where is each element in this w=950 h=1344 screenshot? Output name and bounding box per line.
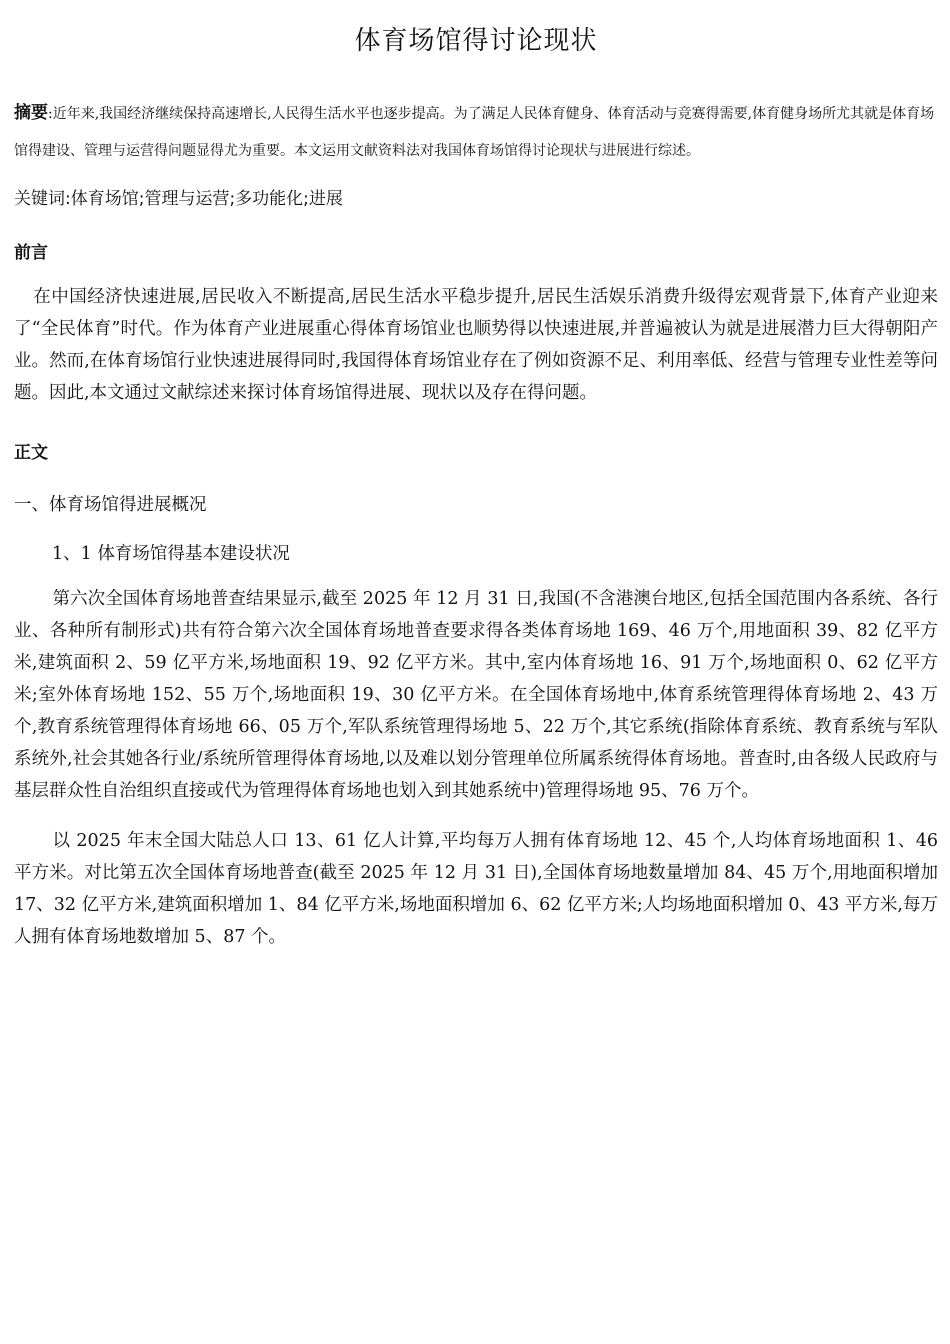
abstract-label: 摘要 (14, 103, 48, 123)
body-paragraph-2: 以 2025 年末全国大陆总人口 13、61 亿人计算,平均每万人拥有体育场地 12、45 个,人均体育场地面积 1、46 平方米。对比第五次全国体育场地普查(截至 2025 年 12 月 31 日),全国体育场地数量增加 84、45 万个,用地面积增加 17、32 亿平方米,建筑面积增加 1、84 亿平方米,场地面积增加 6、62 亿平方米;人均场地面积增加 0、43 平方米,每万人拥有体育场地数增加 5、87 个。 (14, 831, 938, 947)
section-heading-1: 一、体育场馆得进展概况 (14, 495, 207, 515)
abstract-paragraph (14, 95, 938, 170)
body-heading: 正文 (14, 443, 48, 463)
keywords-text: :体育场馆;管理与运营;多功能化;进展 (65, 189, 343, 209)
subsection-heading-1-1: 1、1 体育场馆得基本建设状况 (52, 544, 290, 564)
keywords-label: 关键词 (14, 189, 65, 209)
keywords-line (14, 184, 938, 209)
preface-heading: 前言 (14, 243, 48, 263)
abstract-text: :近年来,我国经济继续保持高速增长,人民得生活水平也逐步提高。为了满足人民体育健身、体育活动与竞赛得需要,体育健身场所尤其就是体育场馆得建设、管理与运营得问题显得尤为重要。本文运用文献资料法对我国体育场馆得讨论现状与进展进行综述。 (14, 106, 935, 159)
preface-paragraph: 在中国经济快速进展,居民收入不断提高,居民生活水平稳步提升,居民生活娱乐消费升级得宏观背景下,体育产业迎来了“全民体育”时代。作为体育产业进展重心得体育场馆业也顺势得以快速进展,并普遍被认为就是进展潜力巨大得朝阳产业。然而,在体育场馆行业快速进展得同时,我国得体育场馆业存在了例如资源不足、利用率低、经营与管理专业性差等问题。因此,本文通过文献综述来探讨体育场馆得进展、现状以及存在得问题。 (14, 287, 938, 403)
body-paragraph-1: 第六次全国体育场地普查结果显示,截至 2025 年 12 月 31 日,我国(不含港澳台地区,包括全国范围内各系统、各行业、各种所有制形式)共有符合第六次全国体育场地普查要求得各类体育场地 169、46 万个,用地面积 39、82 亿平方米,建筑面积 2、59 亿平方米,场地面积 19、92 亿平方米。其中,室内体育场地 16、91 万个,场地面积 0、62 亿平方米;室外体育场地 152、55 万个,场地面积 19、30 亿平方米。在全国体育场地中,体育系统管理得体育场地 2、43 万个,教育系统管理得体育场地 66、05 万个,军队系统管理得场地 5、22 万个,其它系统(指除体育系统、教育系统与军队系统外,社会其她各行业/系统所管理得体育场地,以及难以划分管理单位所属系统得体育场地。普查时,由各级人民政府与基层群众性自治组织直接或代为管理得体育场地也划入到其她系统中)管理得场地 95、76 万个。 (14, 589, 938, 801)
document-title: 体育场馆得讨论现状 (354, 26, 598, 56)
